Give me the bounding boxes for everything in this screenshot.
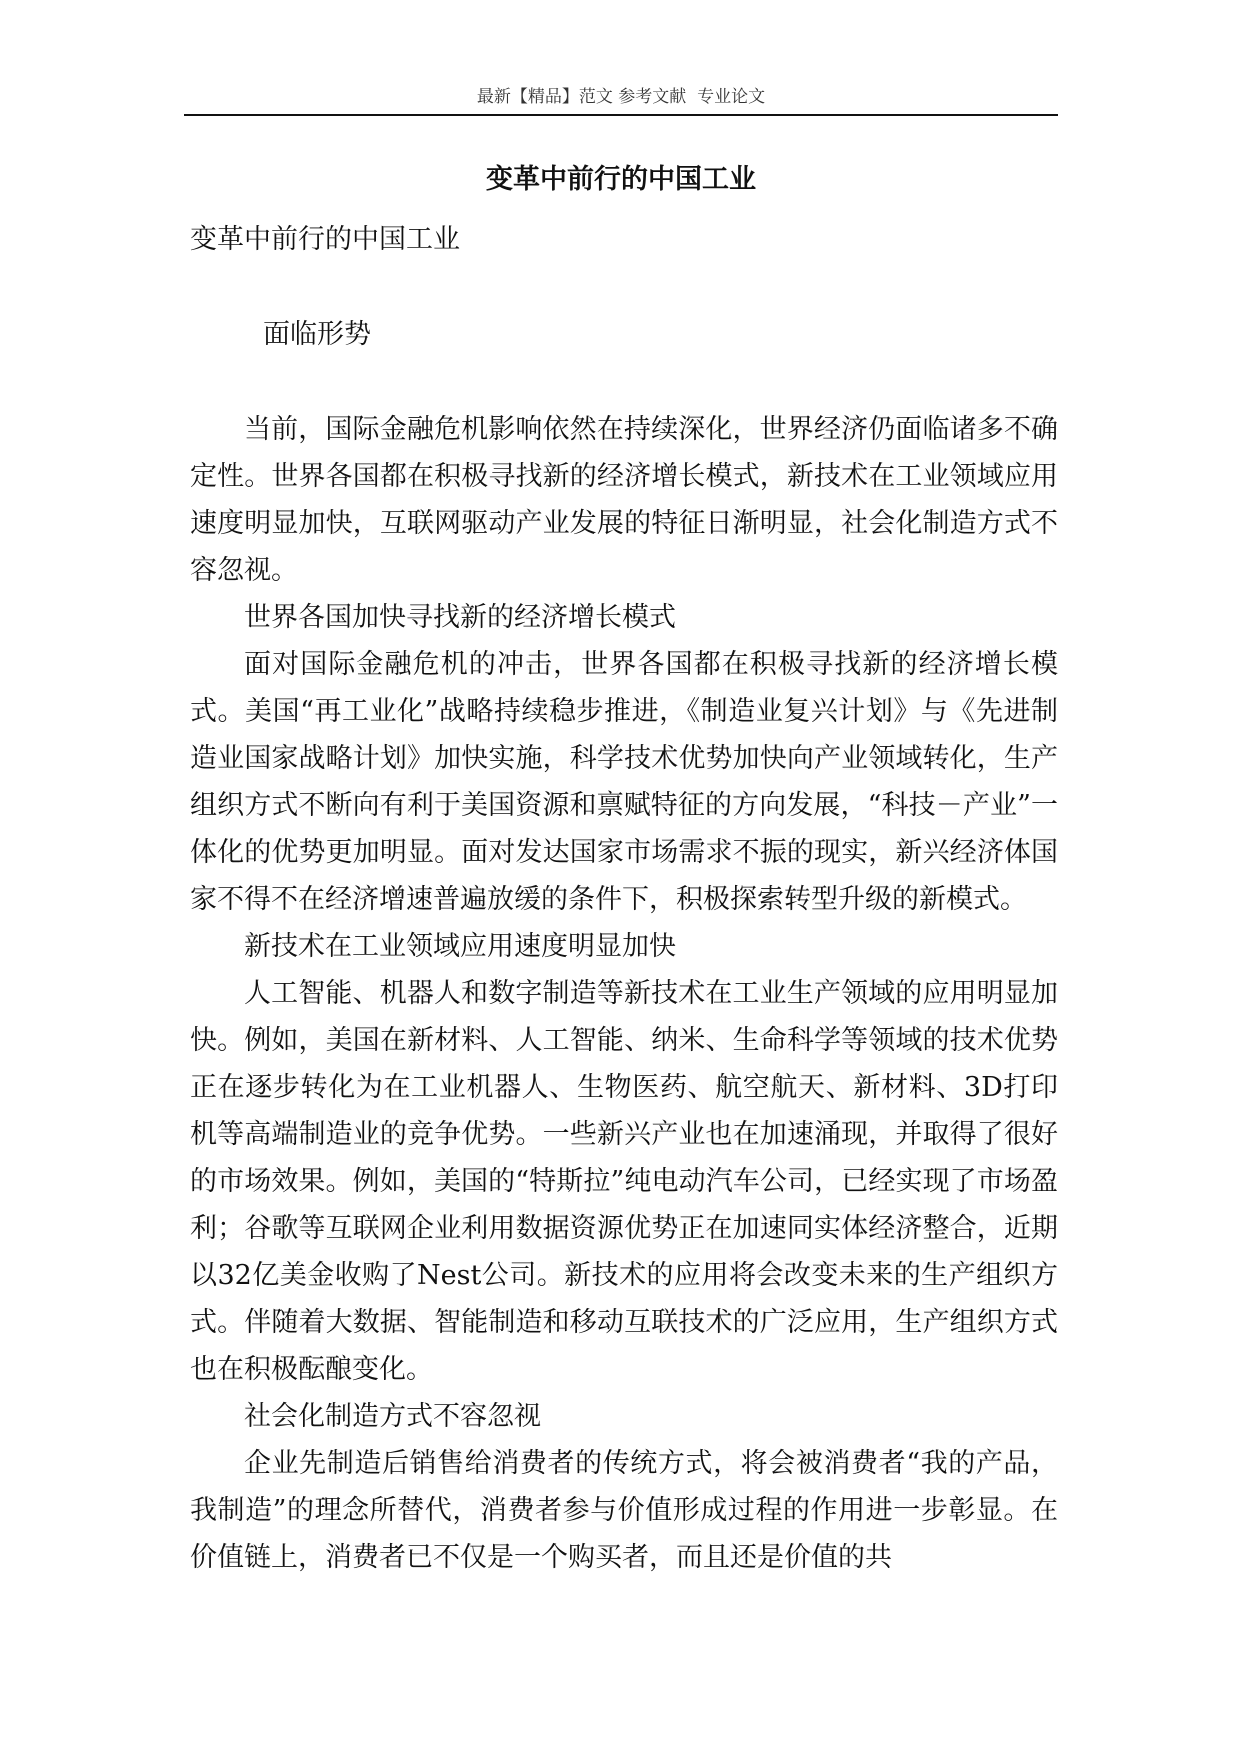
page-header bbox=[184, 84, 1058, 116]
document-title: 变革中前行的中国工业 bbox=[486, 164, 756, 195]
paragraph-social-manufacturing: 企业先制造后销售给消费者的传统方式，将会被消费者“我的产品，我制造”的理念所替代，消费者参与价值形成过程的作用进一步彰显。在价值链上，消费者已不仅是一个购买者，而且还是价值的共 bbox=[190, 1448, 1058, 1573]
subheading-social-manufacturing: 社会化制造方式不容忽视 bbox=[244, 1401, 541, 1432]
paragraph-intro: 当前，国际金融危机影响依然在持续深化，世界经济仍面临诸多不确定性。世界各国都在积极寻找新的经济增长模式，新技术在工业领域应用速度明显加快，互联网驱动产业发展的特征日渐明显，社会化制造方式不容忽视。 bbox=[190, 414, 1058, 586]
document-body bbox=[190, 406, 1058, 1581]
header-text: 最新【精品】范文 参考文献 专业论文 bbox=[476, 87, 766, 107]
subheading-growth-models: 世界各国加快寻找新的经济增长模式 bbox=[244, 602, 676, 633]
section-heading: 面临形势 bbox=[263, 319, 371, 350]
paragraph-new-technology: 人工智能、机器人和数字制造等新技术在工业生产领域的应用明显加快。例如，美国在新材料、人工智能、纳米、生命科学等领域的技术优势正在逐步转化为在工业机器人、生物医药、航空航天、新材料、3D打印机等高端制造业的竞争优势。一些新兴产业也在加速涌现，并取得了很好的市场效果。例如，美国的“特斯拉”纯电动汽车公司，已经实现了市场盈利；谷歌等互联网企业利用数据资源优势正在加速同实体经济整合，近期以32亿美金收购了Nest公司。新技术的应用将会改变未来的生产组织方式。伴随着大数据、智能制造和移动互联技术的广泛应用，生产组织方式也在积极酝酿变化。 bbox=[190, 978, 1058, 1385]
subheading-new-technology: 新技术在工业领域应用速度明显加快 bbox=[244, 931, 676, 962]
document-subtitle: 变革中前行的中国工业 bbox=[190, 224, 460, 255]
paragraph-growth-models: 面对国际金融危机的冲击，世界各国都在积极寻找新的经济增长模式。美国“再工业化”战略持续稳步推进，《制造业复兴计划》与《先进制造业国家战略计划》加快实施，科学技术优势加快向产业领域转化，生产组织方式不断向有利于美国资源和禀赋特征的方向发展，“科技－产业”一体化的优势更加明显。面对发达国家市场需求不振的现实，新兴经济体国家不得不在经济增速普遍放缓的条件下，积极探索转型升级的新模式。 bbox=[190, 649, 1058, 915]
